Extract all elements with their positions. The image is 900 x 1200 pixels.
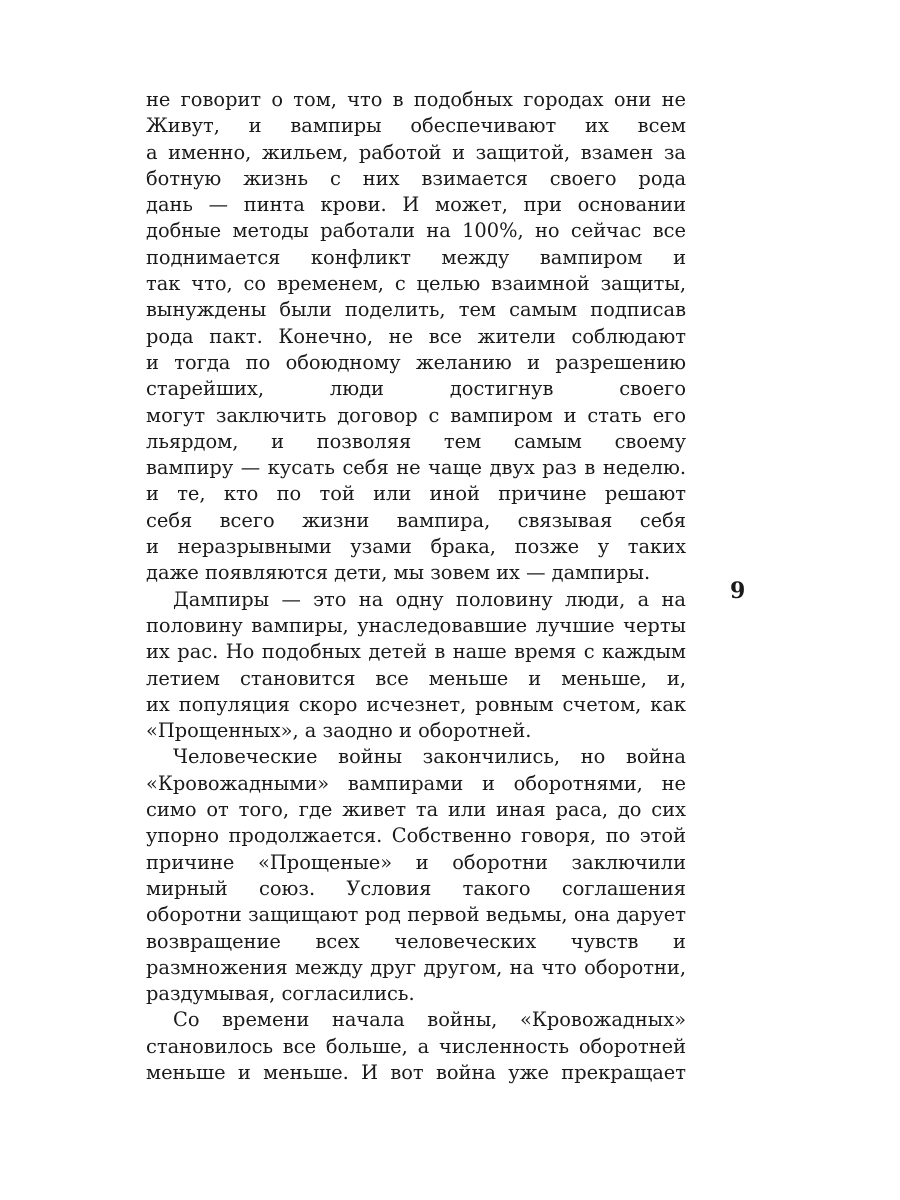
text-line: ботную жизнь с них взимается своего рода <box>146 166 686 190</box>
text-line: льярдом, и позволяя тем самым своему <box>146 429 686 453</box>
text-line: не говорит о том, что в подобных городах они не <box>146 88 686 111</box>
text-line: Со времени начала войны, «Кровожадных» <box>173 1008 686 1032</box>
body-text <box>146 87 686 1086</box>
text-line: «Кровожадными» вампирами и оборотнями, не <box>146 771 686 795</box>
text-line: упорно продолжается. Собственно говоря, по этой <box>146 824 686 848</box>
text-line: дань — пинта крови. И может, при основании <box>146 193 686 217</box>
text-line: вынуждены были поделить, тем самым подписав <box>146 298 686 322</box>
text-line: даже появляются дети, мы зовем их — дампиры. <box>146 561 651 585</box>
text-line: возвращение всех человеческих чувств и <box>146 929 686 953</box>
text-line: их популяция скоро исчезнет, ровным счетом, как <box>146 692 686 716</box>
text-line: половину вампиры, унаследовавшие лучшие черты <box>146 613 686 637</box>
paragraph <box>146 1007 686 1086</box>
text-line: причине «Прощеные» и оборотни заключили <box>146 850 686 874</box>
paragraph <box>146 744 686 1007</box>
paragraph <box>146 587 686 745</box>
text-line: и тогда по обоюдному желанию и разрешению <box>146 350 686 374</box>
text-line: и те, кто по той или иной причине решают <box>146 482 686 506</box>
text-line: вампиру — кусать себя не чаще двух раз в неделю. <box>146 456 686 480</box>
text-line: становилось все больше, а численность оборотней <box>146 1034 686 1058</box>
text-line: их рас. Но подобных детей в наше время с каждым <box>146 640 686 664</box>
text-line: «Прощенных», а заодно и оборотней. <box>146 719 532 743</box>
text-line: так что, со временем, с целью взаимной защиты, <box>146 272 686 296</box>
text-line: Живут, и вампиры обеспечивают их всем <box>146 114 686 138</box>
text-line: поднимается конфликт между вампиром и <box>146 245 686 269</box>
page-number: 9 <box>730 578 746 604</box>
text-line: Дампиры — это на одну половину люди, а на <box>173 587 686 611</box>
paragraph <box>146 87 686 587</box>
text-line: могут заключить договор с вампиром и стать его <box>146 403 686 427</box>
text-line: себя всего жизни вампира, связывая себя <box>146 508 686 532</box>
text-line: меньше и меньше. И вот война уже прекращает <box>146 1060 686 1084</box>
text-line: старейших, люди достигнув своего <box>146 377 686 401</box>
text-line: летием становится все меньше и меньше, и, <box>146 666 686 690</box>
text-line: симо от того, где живет та или иная раса, до сих <box>146 798 686 822</box>
text-line: размножения между друг другом, на что оборотни, <box>146 955 686 979</box>
text-line: добные методы работали на 100%, но сейчас все <box>146 219 686 243</box>
text-line: и неразрывными узами брака, позже у таких <box>146 535 686 559</box>
text-line: а именно, жильем, работой и защитой, взамен за <box>146 140 686 164</box>
text-line: рода пакт. Конечно, не все жители соблюдают <box>146 324 686 348</box>
text-line: оборотни защищают род первой ведьмы, она дарует <box>146 903 686 927</box>
text-line: мирный союз. Условия такого соглашения <box>146 876 686 900</box>
text-line: раздумывая, согласились. <box>146 982 415 1006</box>
text-line: Человеческие войны закончились, но война <box>173 745 686 769</box>
